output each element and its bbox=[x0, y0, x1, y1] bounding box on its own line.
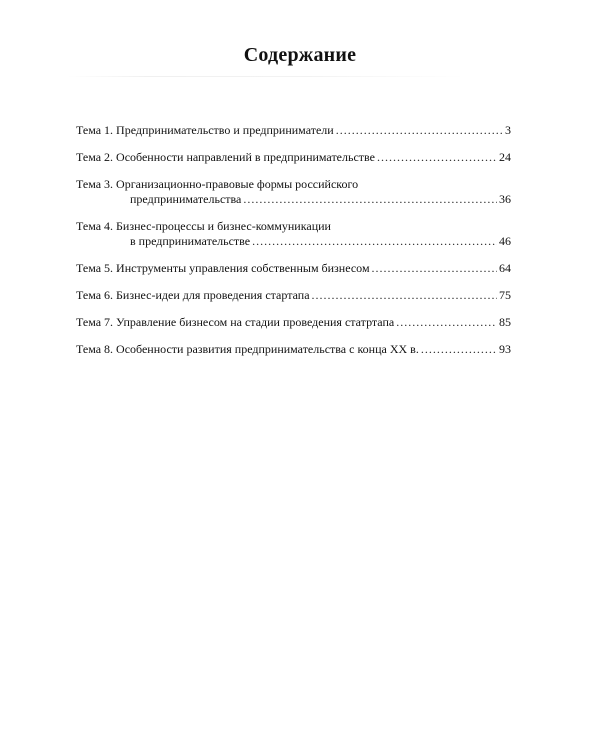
toc-entry-title: Тема 5. Инструменты управления собственным бизнесом bbox=[76, 261, 370, 275]
toc-entry-8 bbox=[76, 342, 511, 357]
dot-leader bbox=[336, 123, 503, 138]
toc-entry-title: Тема 7. Управление бизнесом на стадии проведения статртапа bbox=[76, 315, 395, 329]
toc-entry-title: Тема 3. Организационно-правовые формы российского bbox=[76, 177, 359, 191]
toc-entry-title-continued: в предпринимательстве bbox=[130, 234, 251, 248]
dot-leader bbox=[252, 234, 497, 249]
toc-entry-title: Тема 2. Особенности направлений в предпринимательстве bbox=[76, 150, 375, 164]
dot-leader bbox=[421, 342, 497, 357]
toc-entry-page: 24 bbox=[499, 150, 511, 164]
toc-entry-page: 75 bbox=[499, 288, 511, 302]
toc-entry-page: 93 bbox=[499, 342, 511, 356]
toc-entry-page: 46 bbox=[499, 234, 511, 248]
table-of-contents bbox=[76, 123, 511, 357]
dot-leader bbox=[312, 288, 497, 303]
dot-leader bbox=[377, 150, 497, 165]
toc-entry-1 bbox=[76, 123, 511, 138]
toc-entry-page: 3 bbox=[505, 123, 511, 137]
toc-entry-title: Тема 6. Бизнес-идеи для проведения стартапа bbox=[76, 288, 310, 302]
toc-entry-page: 36 bbox=[499, 192, 511, 206]
toc-entry-7 bbox=[76, 315, 511, 330]
dot-leader bbox=[396, 315, 497, 330]
toc-entry-title: Тема 1. Предпринимательство и предприниматели bbox=[76, 123, 334, 137]
toc-entry-5 bbox=[76, 261, 511, 276]
dot-leader bbox=[243, 192, 497, 207]
page-title: Содержание bbox=[243, 44, 357, 66]
toc-entry-title: Тема 4. Бизнес-процессы и бизнес-коммуникации bbox=[76, 219, 331, 233]
toc-entry-page: 64 bbox=[499, 261, 511, 275]
toc-entry-2 bbox=[76, 150, 511, 165]
toc-entry-title-continued: предпринимательства bbox=[130, 192, 242, 206]
toc-entry-4 bbox=[76, 219, 511, 249]
scan-artifact-line bbox=[66, 76, 466, 77]
toc-entry-3 bbox=[76, 177, 511, 207]
toc-entry-page: 85 bbox=[499, 315, 511, 329]
toc-entry-title: Тема 8. Особенности развития предпринимательства с конца XX в. bbox=[76, 342, 419, 356]
toc-entry-6 bbox=[76, 288, 511, 303]
dot-leader bbox=[372, 261, 497, 276]
